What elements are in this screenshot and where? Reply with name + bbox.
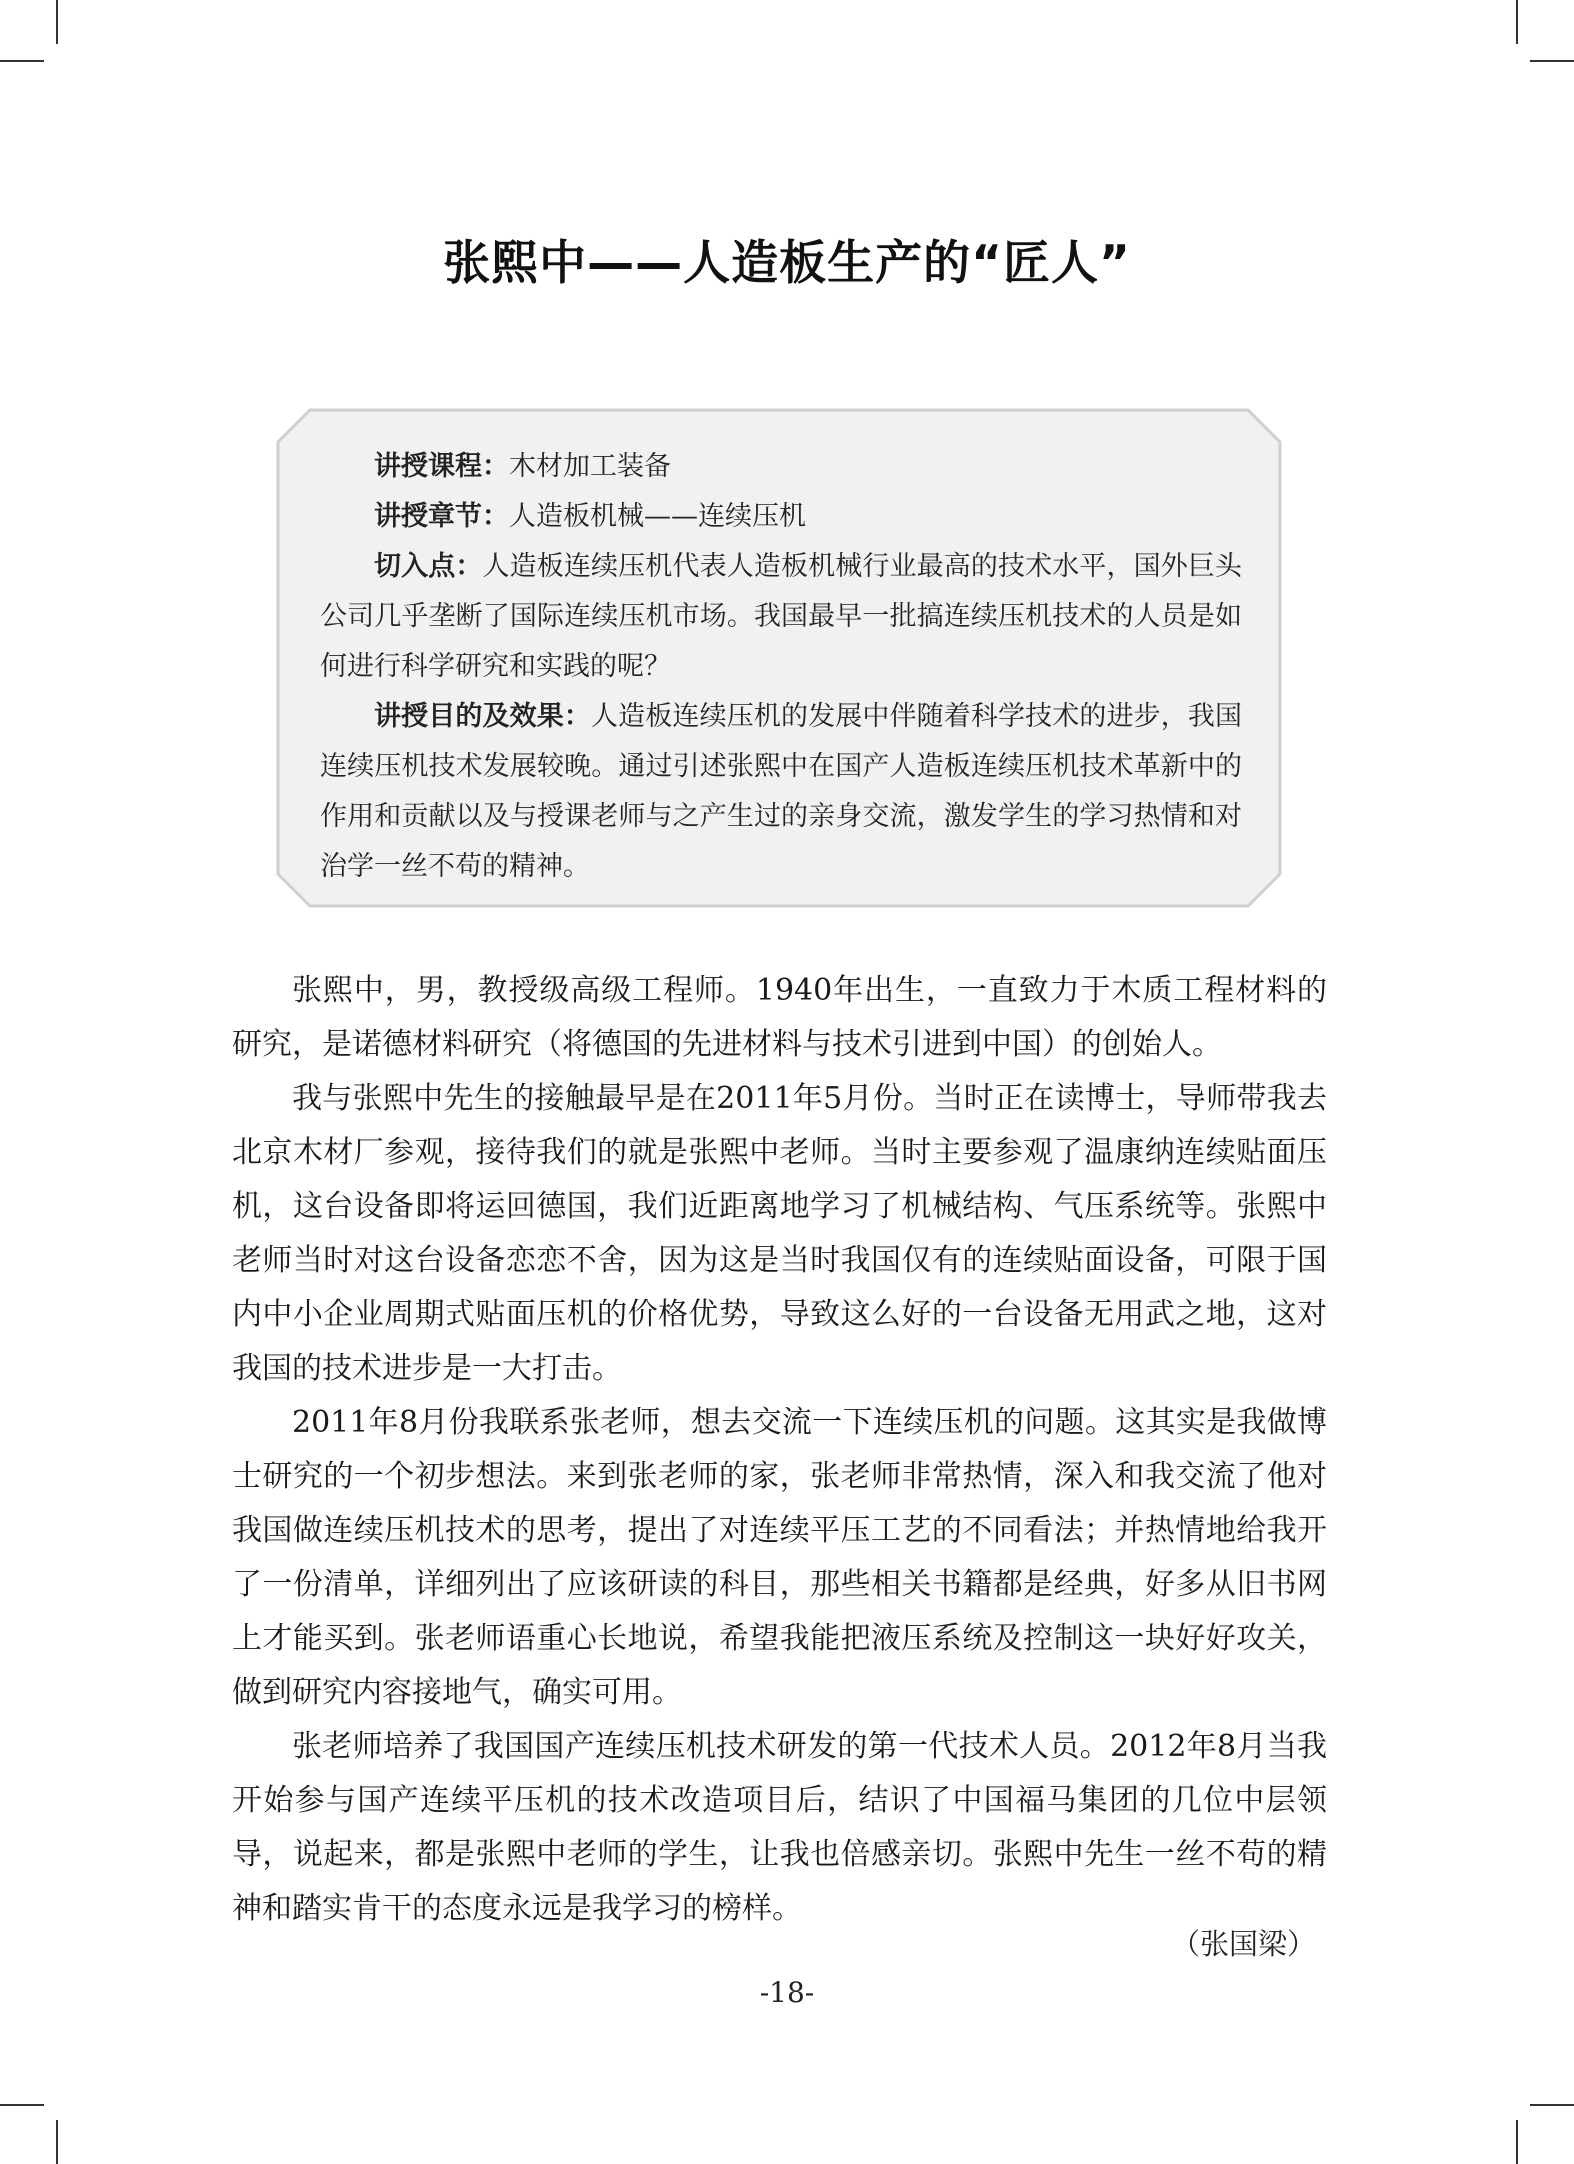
- goal-label: 讲授目的及效果：: [374, 701, 592, 732]
- course-line: [320, 442, 1242, 492]
- author-signature: （张国梁）: [1170, 1927, 1316, 1961]
- paragraph: 张熙中，男，教授级高级工程师。1940年出生，一直致力于木质工程材料的研究，是诺德材料研究（将德国的先进材料与技术引进到中国）的创始人。: [232, 973, 1327, 1062]
- crop-mark-bottom-right-v: [1516, 2120, 1518, 2164]
- paragraph: 张老师培养了我国国产连续压机技术研发的第一代技术人员。2012年8月当我开始参与国产连续平压机的技术改造项目后，结识了中国福马集团的几位中层领导，说起来，都是张熙中老师的学生，让我也倍感亲切。张熙中先生一丝不苟的精神和踏实肯干的态度永远是我学习的榜样。: [232, 1729, 1327, 1926]
- course-label: 讲授课程：: [374, 451, 509, 482]
- chapter-line: [320, 492, 1242, 542]
- chapter-value: 人造板机械——连续压机: [509, 501, 806, 532]
- page-title: 张熙中——人造板生产的“匠人”: [443, 236, 1131, 291]
- crop-mark-bottom-right-h: [1530, 2104, 1574, 2106]
- crop-mark-bottom-left-v: [56, 2120, 58, 2164]
- paragraph: 我与张熙中先生的接触最早是在2011年5月份。当时正在读博士，导师带我去北京木材厂参观，接待我们的就是张熙中老师。当时主要参观了温康纳连续贴面压机，这台设备即将运回德国，我们近距离地学习了机械结构、气压系统等。张熙中老师当时对这台设备恋恋不舍，因为这是当时我国仅有的连续贴面设备，可限于国内中小企业周期式贴面压机的价格优势，导致这么好的一台设备无用武之地，这对我国的技术进步是一大打击。: [232, 1081, 1327, 1386]
- paragraph: 2011年8月份我联系张老师，想去交流一下连续压机的问题。这其实是我做博士研究的一个初步想法。来到张老师的家，张老师非常热情，深入和我交流了他对我国做连续压机技术的思考，提出了对连续平压工艺的不同看法；并热情地给我开了一份清单，详细列出了应该研读的科目，那些相关书籍都是经典，好多从旧书网上才能买到。张老师语重心长地说，希望我能把液压系统及控制这一块好好攻关，做到研究内容接地气，确实可用。: [232, 1405, 1327, 1710]
- crop-mark-top-right-h: [1530, 60, 1574, 62]
- goal-line: [320, 692, 1242, 892]
- entry-point-line: [320, 542, 1242, 692]
- course-value: 木材加工装备: [509, 451, 671, 482]
- crop-mark-top-left-v: [56, 0, 58, 44]
- crop-mark-top-right-v: [1516, 0, 1518, 44]
- entry-point-value: 人造板连续压机代表人造板机械行业最高的技术水平，国外巨头公司几乎垄断了国际连续压机市场。我国最早一批搞连续压机技术的人员是如何进行科学研究和实践的呢？: [320, 551, 1243, 682]
- crop-mark-top-left-h: [0, 60, 44, 62]
- chapter-label: 讲授章节：: [374, 501, 509, 532]
- goal-value: 人造板连续压机的发展中伴随着科学技术的进步，我国连续压机技术发展较晚。通过引述张熙中在国产人造板连续压机技术革新中的作用和贡献以及与授课老师与之产生过的亲身交流，激发学生的学习热情和对治学一丝不苟的精神。: [320, 701, 1243, 882]
- entry-point-label: 切入点：: [374, 551, 483, 582]
- crop-mark-bottom-left-h: [0, 2104, 44, 2106]
- course-info-box: [276, 408, 1282, 908]
- page-number: -18-: [759, 1976, 815, 2009]
- article-body: [232, 964, 1327, 1936]
